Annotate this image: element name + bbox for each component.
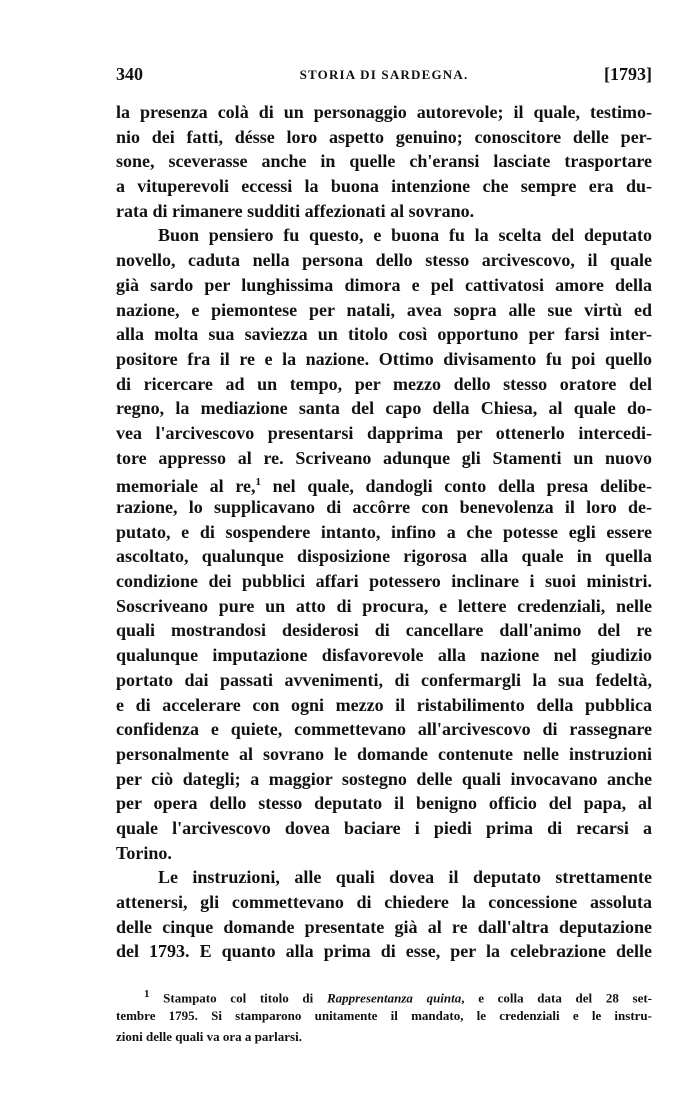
text-line: attenersi, gli commettevano di chiedere la concessione assoluta bbox=[116, 892, 652, 912]
page-number: 340 bbox=[116, 64, 143, 84]
text-line: qualunque imputazione disfavorevole alla nazione nel giudizio bbox=[116, 645, 652, 666]
footnote-line: zioni delle quali va ora a parlarsi. bbox=[116, 1029, 302, 1044]
text-segment: memoriale al re, bbox=[116, 476, 256, 497]
text-line: putato, e di sospendere intanto, infino a che potesse egli essere bbox=[116, 521, 652, 542]
text-line: ascoltato, qualunque disposizione rigorosa alla quale in quella bbox=[116, 546, 652, 567]
footnote bbox=[116, 984, 652, 1047]
text-line: rata di rimanere sudditi affezionati al sovrano. bbox=[116, 200, 475, 221]
text-line: condizione dei pubblici affari potessero inclinare i suoi ministri. bbox=[116, 571, 652, 592]
text-line: confidenza e quiete, commettevano all'arcivescovo di rassegnare bbox=[116, 719, 652, 740]
text-line: regno, la mediazione santa del capo della Chiesa, al quale do- bbox=[116, 398, 652, 419]
footnote-marker: 1 bbox=[144, 988, 150, 1000]
text-line: Buon pensiero fu questo, e buona fu la scelta del deputato bbox=[158, 225, 652, 246]
text-segment: nel quale, dandogli conto della presa delibe- bbox=[260, 476, 652, 497]
header-year: [1793] bbox=[604, 64, 652, 84]
page-header bbox=[116, 64, 652, 88]
text-line: vea l'arcivescovo presentarsi dapprima per ottenerlo intercedi- bbox=[116, 422, 652, 443]
text-line: positore fra il re e la nazione. Ottimo divisamento fu poi quello bbox=[116, 348, 652, 369]
text-line: tore appresso al re. Scriveano adunque gli Stamenti un nuovo bbox=[116, 447, 652, 468]
footnote-reference: 1 bbox=[255, 476, 261, 489]
text-line: razione, lo supplicavano di accôrre con benevolenza il loro de- bbox=[116, 497, 652, 517]
text-line: personalmente al sovrano le domande contenute nelle instruzioni bbox=[116, 743, 652, 764]
text-line: quale l'arcivescovo dovea baciare i piedi prima di recarsi a bbox=[116, 817, 652, 838]
text-line: per opera dello stesso deputato il benigno officio del papa, al bbox=[116, 793, 652, 814]
text-line: delle cinque domande presentate già al re dall'altra deputazione bbox=[116, 916, 652, 937]
text-line: già sardo per lunghissima dimora e pel cattivatosi amore della bbox=[116, 274, 652, 295]
text-segment: Stampato col titolo di bbox=[149, 990, 327, 1006]
text-line: Torino. bbox=[116, 842, 172, 863]
text-line: di ricercare ad un tempo, per mezzo dello stesso oratore del bbox=[116, 373, 652, 394]
text-line: novello, caduta nella persona dello stesso arcivescovo, il quale bbox=[116, 250, 652, 271]
text-line: sone, sceverasse anche in quelle ch'eransi lasciate trasportare bbox=[116, 151, 652, 172]
text-line: a vituperevoli eccessi la buona intenzione che sempre era du- bbox=[116, 176, 652, 197]
text-line: e di accelerare con ogni mezzo il ristabilimento della pubblica bbox=[116, 694, 652, 715]
text-line: Le instruzioni, alle quali dovea il deputato strettamente bbox=[158, 867, 652, 888]
running-title: STORIA DI SARDEGNA. bbox=[299, 67, 469, 82]
text-line: quali mostrandosi desiderosi di cancellare dall'animo del re bbox=[116, 620, 652, 641]
footnote-cited-title: Rappresentanza quinta bbox=[326, 990, 462, 1006]
text-line: nazione, e piemontese per natali, avea sopra alle sue virtù ed bbox=[116, 299, 652, 320]
text-line: alla molta sua saviezza un titolo così opportuno per farsi inter- bbox=[116, 324, 652, 345]
text-line: la presenza colà di un personaggio autorevole; il quale, testimo- bbox=[116, 102, 652, 122]
body-text bbox=[116, 100, 652, 964]
footnote-line bbox=[116, 984, 652, 1005]
text-line: nio dei fatti, désse loro aspetto genuino; conoscitore delle per- bbox=[116, 126, 652, 147]
text-line: per ciò dategli; a maggior sostegno delle quali invocavano anche bbox=[116, 768, 652, 789]
text-line: Soscriveano pure un atto di procura, e lettere credenziali, nelle bbox=[116, 595, 652, 616]
text-line-with-footnote-ref bbox=[116, 470, 652, 495]
text-segment: , e colla data del 28 set- bbox=[461, 990, 652, 1006]
text-line: portato dai passati avvenimenti, di confermargli la sua fedeltà, bbox=[116, 669, 652, 690]
text-line: del 1793. E quanto alla prima di esse, per la celebrazione delle bbox=[116, 941, 652, 962]
footnote-line: tembre 1795. Si stamparono unitamente il mandato, le credenziali e le instru- bbox=[116, 1008, 652, 1023]
